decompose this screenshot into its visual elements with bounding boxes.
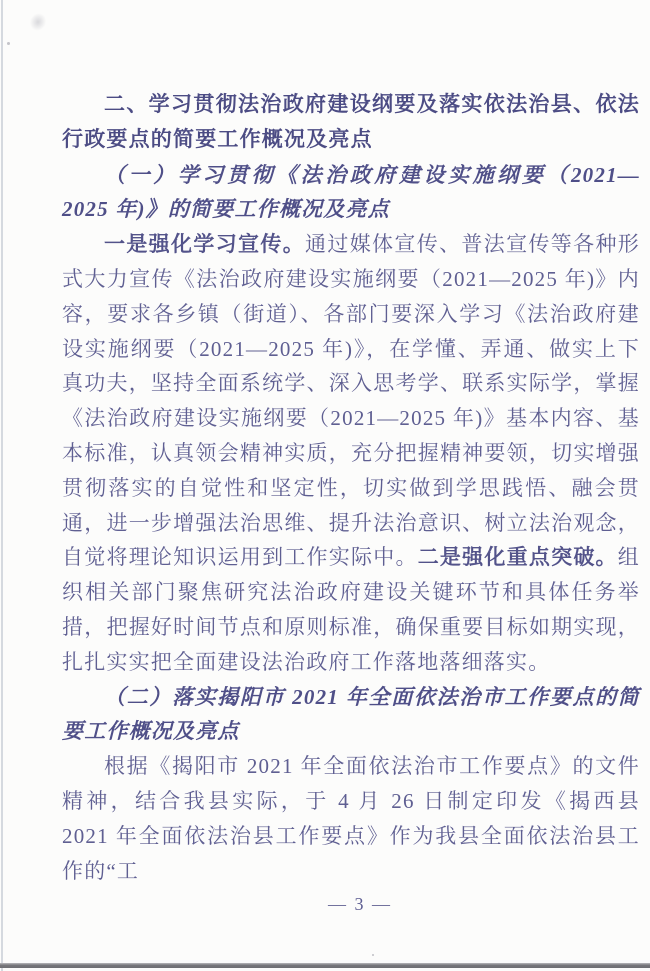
scan-artifact-dot <box>7 42 10 45</box>
subsection-1-heading: （一）学习贯彻《法治政府建设实施纲要（2021—2025 年)》的简要工作概况及亮点 <box>62 162 640 222</box>
page-number: — 3 — <box>328 894 392 914</box>
paragraph-1-text-2: 组织相关部门聚焦研究法治政府建设关键环节和具体任务举措，把握好时间节点和原则标准，确保重要目标如期实现，扎扎实实把全面建设法治政府工作落地落细落实。 <box>62 545 640 674</box>
paragraph-1-lead-1: 一是强化学习宣传。 <box>104 232 306 257</box>
section-heading: 二、学习贯彻法治政府建设纲要及落实依法治县、依法行政要点的简要工作概况及亮点 <box>62 93 640 151</box>
text-block <box>62 88 640 888</box>
subsection-2-heading: （二）落实揭阳市 2021 年全面依法治市工作要点的简要工作概况及亮点 <box>62 684 640 744</box>
paragraph-2: 根据《揭阳市 2021 年全面依法治市工作要点》的文件精神，结合我县实际，于 4 月 26 日制定印发《揭西县 2021 年全面依法治县工作要点》作为我县全面依法治县工作的“工 <box>62 754 640 883</box>
scan-edge-line <box>1 0 3 971</box>
paragraph-1-text-1: 通过媒体宣传、普法宣传等各种形式大力宣传《法治政府建设实施纲要（2021—2025 年)》内容，要求各乡镇（街道）、各部门要深入学习《法治政府建设实施纲要（2021—2025 年)》，在学懂、弄通、做实上下真功夫，坚持全面系统学、深入思考学、联系实际学，掌握《法治政府建设实施纲要（2021—2025 年)》基本内容、基本标准，认真领会精神实质，充分把握精神要领，切实增强贯彻落实的自觉性和坚定性，切实做到学思践悟、融会贯通，进一步增强法治思维、提升法治意识、树立法治观念，自觉将理论知识运用到工作实际中。 <box>62 232 640 570</box>
scan-artifact-dot <box>372 954 374 956</box>
paragraph-1-lead-2: 二是强化重点突破。 <box>417 545 618 570</box>
scan-bottom-edge-bar <box>0 963 650 968</box>
scan-artifact-smudge <box>27 10 49 33</box>
paragraph-1 <box>62 227 640 679</box>
